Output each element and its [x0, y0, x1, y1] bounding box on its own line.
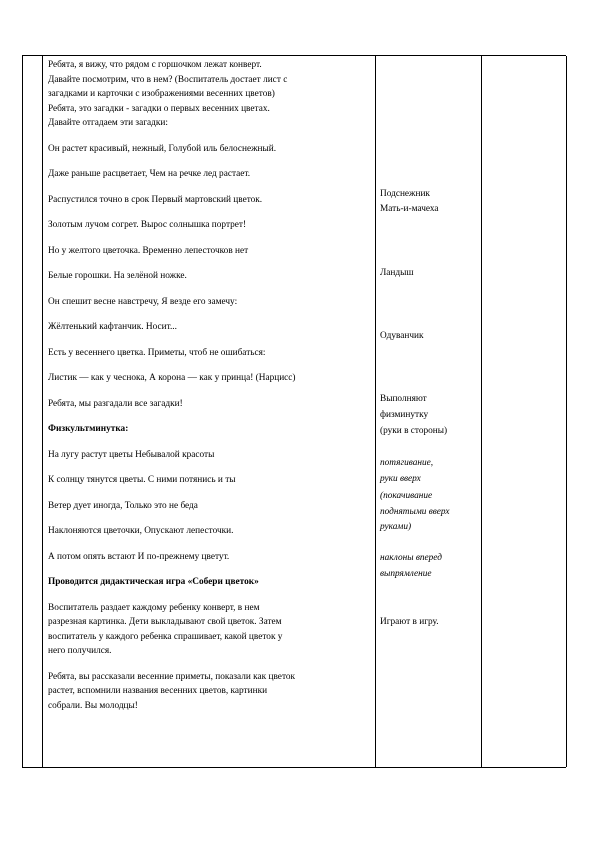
- game-title: Проводится дидактическая игра «Собери цветок»: [48, 577, 259, 587]
- riddle-line: Распустился точно в срок Первый мартовский цветок.: [48, 194, 263, 205]
- summary-line: растет, вспомнили названия весенних цветов, картинки: [48, 686, 268, 696]
- movement-note: потягивание,: [380, 458, 434, 468]
- answer-1b: Мать-и-мачеха: [380, 204, 439, 214]
- movement-note: выпрямление: [380, 569, 432, 579]
- fizminutka-title: Физкультминутка:: [48, 424, 129, 434]
- riddle-line: Золотым лучом согрет. Вырос солнышка портрет!: [48, 220, 247, 230]
- riddle-line: Но у желтого цветочка. Временно лепесточков нет: [48, 245, 249, 256]
- activity-line: Выполняют: [380, 394, 427, 404]
- riddle-line: Он спешит весне навстречу, Я везде его замечу:: [48, 296, 238, 307]
- movement-note: поднятыми вверх: [380, 507, 450, 517]
- intro-line: Ребята, я вижу, что рядом с горшочком лежат конверт.: [48, 60, 262, 70]
- fizminutka-line: Наклоняются цветочки, Опускают лепесточки.: [48, 526, 234, 536]
- answer-3: Одуванчик: [380, 331, 424, 341]
- movement-note: (покачивание: [380, 491, 433, 501]
- game-line: воспитатель у каждого ребенка спрашивает, какой цветок у: [48, 631, 283, 642]
- summary-line: Ребята, вы рассказали весенние приметы, показали как цветок: [48, 671, 296, 682]
- table-divider-3: [481, 56, 482, 767]
- movement-note: наклоны вперед: [380, 553, 442, 563]
- game-line: разрезная картинка. Дети выкладывают свой цветок. Затем: [48, 617, 282, 627]
- fizminutka-line: А потом опять встают И по-прежнему цветут.: [48, 551, 230, 562]
- activity-line: физминутку: [380, 410, 429, 420]
- movement-note: руками): [380, 522, 412, 532]
- table-border-right: [566, 56, 567, 767]
- summary-line: собрали. Вы молодцы!: [48, 700, 138, 711]
- play-note: Играют в игру.: [380, 617, 439, 627]
- intro-line: Ребята, это загадки - загадки о первых весенних цветах.: [48, 103, 270, 114]
- intro-line: Давайте посмотрим, что в нем? (Воспитатель достает лист с: [48, 74, 288, 85]
- fizminutka-line: На лугу растут цветы Небывалой красоты: [48, 449, 215, 460]
- game-line: Воспитатель раздает каждому ребенку конверт, в нем: [48, 602, 260, 613]
- intro-line: загадками и карточки с изображениями весенних цветов): [48, 89, 275, 99]
- table-border-left: [22, 56, 23, 767]
- movement-note: руки вверх: [380, 474, 421, 484]
- fizminutka-line: Ветер дует иногда, Только это не беда: [48, 500, 198, 511]
- riddle-line: Листик — как у чеснока, А корона — как у принца! (Нарцисс): [48, 373, 296, 383]
- answer-2: Ландыш: [380, 268, 414, 278]
- answer-1a: Подснежник: [380, 189, 430, 199]
- riddle-line: Даже раньше расцветает, Чем на речке лед растает.: [48, 169, 251, 179]
- riddle-line: Белые горошки. На зелёной ножке.: [48, 271, 187, 281]
- riddle-line: Ребята, мы разгадали все загадки!: [48, 398, 183, 409]
- table-divider-2: [375, 56, 376, 767]
- riddle-line: Есть у весеннего цветка. Приметы, чтоб не ошибаться:: [48, 347, 266, 358]
- table-divider-1: [42, 56, 43, 767]
- game-line: него получился.: [48, 646, 112, 656]
- fizminutka-line: К солнцу тянутся цветы. С ними потянись и ты: [48, 475, 236, 485]
- intro-line: Давайте отгадаем эти загадки:: [48, 118, 168, 128]
- riddle-line: Жёлтенький кафтанчик. Носит...: [48, 322, 177, 332]
- riddle-line: Он растет красивый, нежный, Голубой иль белоснежный.: [48, 143, 277, 154]
- main-text-column: [48, 58, 370, 713]
- activity-line: (руки в стороны): [380, 426, 448, 436]
